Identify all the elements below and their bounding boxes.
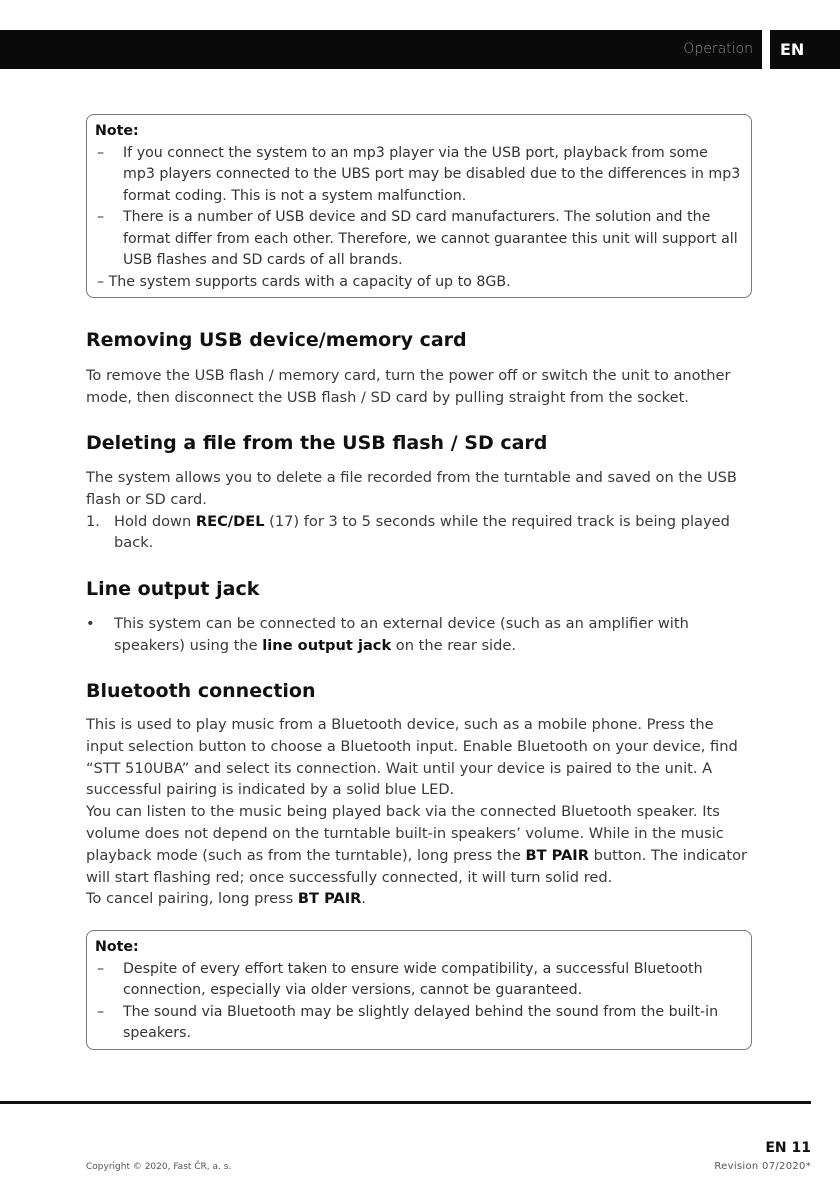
dash-marker: –	[97, 273, 105, 290]
heading-line-output: Line output jack	[86, 578, 260, 600]
note-box-usb	[86, 114, 752, 298]
note-item-text: Despite of every effort taken to ensure wide compatibility, a successful Bluetooth connection, especially via older versions, cannot be guaranteed.	[123, 960, 703, 998]
bluetooth-text: To cancel pairing, long press	[86, 890, 298, 908]
note-item	[95, 1002, 741, 1045]
language-tab: EN	[770, 30, 840, 69]
heading-removing: Removing USB device/memory card	[86, 329, 467, 351]
step-number: 1.	[86, 512, 100, 530]
dash-marker: –	[97, 960, 105, 977]
note-item-text: There is a number of USB device and SD card manufacturers. The solution and the format differ from each other. Therefore, we cannot guarantee this unit will support all USB flashes and SD cards of all brands.	[123, 209, 738, 268]
heading-bluetooth: Bluetooth connection	[86, 680, 316, 702]
step-text: (17) for 3 to 5 seconds while the required track is being played back.	[114, 512, 730, 552]
note-item	[95, 959, 741, 1002]
note-item	[95, 143, 741, 208]
heading-deleting: Deleting a file from the USB flash / SD card	[86, 432, 548, 454]
revision-text: Revision 07/2020*	[714, 1161, 811, 1172]
dash-marker: –	[97, 144, 105, 161]
bt-pair-label: BT PAIR	[525, 846, 589, 864]
bullet-text: This system can be connected to an external device (such as an amplifier with speakers) using the	[114, 615, 689, 654]
section-label: Operation	[683, 41, 753, 57]
bluetooth-text: .	[361, 890, 367, 908]
note-item-text: If you connect the system to an mp3 player via the USB port, playback from some mp3 players connected to the UBS port may be disabled due to the differences in mp3 format coding. This is not a system malfunction.	[123, 144, 741, 204]
rec-del-label: REC/DEL	[195, 512, 265, 530]
bt-pair-label: BT PAIR	[297, 890, 362, 908]
paragraph-removing: To remove the USB flash / memory card, turn the power off or switch the unit to another mode, then disconnect the USB flash / SD card by pulling straight from the socket.	[86, 367, 731, 406]
bluetooth-para-1: This is used to play music from a Bluetooth device, such as a mobile phone. Press the input selection button to choose a Bluetooth input. Enable Bluetooth on your device, find “STT 510UBA” and select its connection. Wait until your device is paired to the unit. A successful pairing is indicated by a solid blue LED.	[86, 716, 738, 799]
header-bar	[0, 30, 762, 69]
step-text: Hold down	[114, 512, 196, 530]
dash-marker: –	[97, 1003, 105, 1020]
bluetooth-text: button. The indicator will start flashing red; once successfully connected, it will turn solid red.	[86, 846, 748, 886]
paragraph-deleting	[86, 467, 754, 554]
bullet-marker: •	[86, 615, 95, 632]
note-item	[95, 207, 741, 272]
note-box-bluetooth	[86, 930, 752, 1050]
paragraph-line-output	[86, 613, 754, 657]
list-item-bullet	[86, 613, 754, 657]
footer-divider	[0, 1101, 811, 1104]
note-item	[95, 272, 741, 294]
note-title: Note:	[95, 123, 139, 139]
dash-marker: –	[97, 209, 105, 225]
bluetooth-para-3	[86, 888, 754, 910]
note-item-text: The sound via Bluetooth may be slightly delayed behind the sound from the built-in speakers.	[123, 1003, 719, 1041]
note-item-text: The system supports cards with a capacity of up to 8GB.	[108, 273, 511, 290]
note-title: Note:	[95, 939, 139, 955]
line-output-jack-label: line output jack	[262, 636, 392, 654]
bullet-text: on the rear side.	[391, 636, 516, 654]
list-item-step	[86, 511, 754, 555]
copyright-text: Copyright © 2020, Fast ČR, a. s.	[86, 1162, 232, 1172]
paragraph-bluetooth	[86, 714, 754, 910]
bluetooth-para-2	[86, 801, 754, 888]
bluetooth-text: You can listen to the music being played back via the connected Bluetooth speaker. Its volume does not depend on the turntable built-in speakers’ volume. While in the music playback mode (such as from the turntable), long press the	[86, 803, 724, 864]
page-number: EN 11	[765, 1140, 811, 1156]
paragraph-deleting-text: The system allows you to delete a file recorded from the turntable and saved on the USB flash or SD card.	[86, 469, 737, 508]
